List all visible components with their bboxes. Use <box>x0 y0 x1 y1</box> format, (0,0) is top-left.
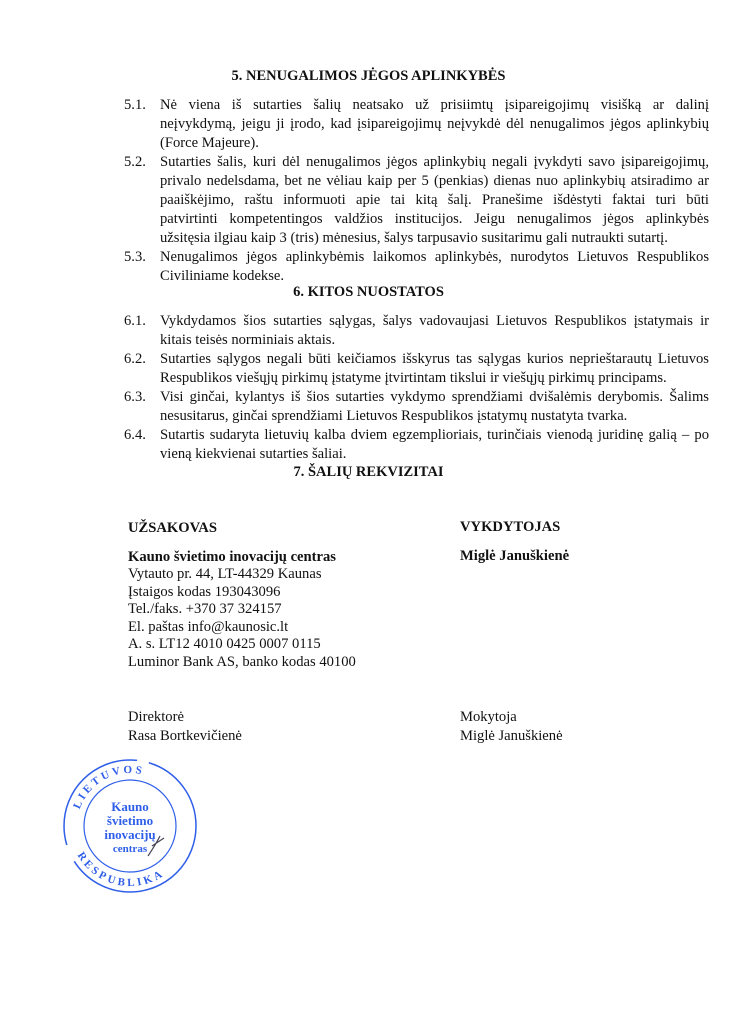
clause-6-2 <box>124 350 709 388</box>
section-6 <box>124 312 709 464</box>
clause-line: neįvykdymą, jeigu ji įrodo, kad įsipareigojimų neįvykdė dėl nenugalimos jėgos aplinkybių <box>160 116 709 132</box>
clause-line: kitais teisės norminiais aktais. <box>160 332 336 348</box>
clause-line: paaiškėjimo, raštu informuoti apie tai kitą šalį. Pranešime išdėstyti faktai turi būti <box>160 192 709 208</box>
clause-line: Vykdydamos šios sutarties sąlygas, šalys vadovaujasi Lietuvos Respublikos įstatymais ir <box>160 313 709 329</box>
customer-signer: Rasa Bortkevičienė <box>128 728 242 744</box>
customer-heading: UŽSAKOVAS <box>128 520 217 536</box>
stamp-center-text: inovacijų <box>104 827 156 842</box>
customer-block <box>128 520 356 671</box>
clause-line: Nenugalimos jėgos aplinkybėmis laikomos aplinkybės, nurodytos Lietuvos Respublikos <box>160 249 709 265</box>
clause-number: 5.2. <box>124 154 146 170</box>
clause-line: privalo nedelsdama, bet ne vėliau kaip per 5 (penkias) dienas nuo aplinkybių atsiradimo ar <box>160 173 709 189</box>
customer-name: Kauno švietimo inovacijų centras <box>128 548 336 565</box>
clause-line: (Force Majeure). <box>160 135 259 151</box>
contractor-heading: VYKDYTOJAS <box>460 519 561 535</box>
stamp-center-text: švietimo <box>106 813 154 828</box>
contractor-block <box>460 519 569 565</box>
contractor-signature <box>460 708 563 746</box>
clause-line: Sutartis sudaryta lietuvių kalba dviem egzemplioriais, turinčiais vienodą juridinę galią – po <box>160 427 709 443</box>
clause-line: Sutarties sąlygos negali būti keičiamos išskyrus tas sąlygas kurios neprieštarautų Lietuvos <box>160 351 709 367</box>
section-7-title: 7. ŠALIŲ REKVIZITAI <box>293 464 444 480</box>
clause-line: Visi ginčai, kylantys iš šios sutarties vykdymo sprendžiami dvišalėmis derybomis. Šalims <box>160 389 709 405</box>
stamp-center-text: Kauno <box>111 799 149 814</box>
section-5 <box>124 96 709 286</box>
contractor-signer: Miglė Januškienė <box>460 728 563 744</box>
stamp-center-text: centras <box>112 843 148 855</box>
clause-line: Civiliniame kodekse. <box>160 268 285 284</box>
clause-5-1 <box>124 96 709 153</box>
section-5-title: 5. NENUGALIMOS JĖGOS APLINKYBĖS <box>231 68 506 84</box>
clause-line: Respublikos viešųjų pirkimų įstatyme įtvirtintam tikslui ir viešųjų pirkimų principams. <box>160 370 667 386</box>
clause-6-1 <box>124 312 709 350</box>
section-6-title: 6. KITOS NUOSTATOS <box>293 284 444 300</box>
clause-line: Sutarties šalis, kuri dėl nenugalimos jėgos aplinkybių negali įvykdyti savo įsipareigojimų, <box>160 154 709 170</box>
clause-line: Nė viena iš sutarties šalių neatsako už prisiimtų įsipareigojimų visišką ar dalinį <box>160 97 709 113</box>
clause-number: 6.4. <box>124 427 146 443</box>
stamp-top-text: LIETUVOS <box>71 763 146 811</box>
customer-detail-line: Vytauto pr. 44, LT-44329 Kaunas <box>128 566 322 582</box>
clause-number: 6.1. <box>124 313 146 329</box>
clause-number: 5.3. <box>124 249 146 265</box>
clause-line: nesusitarus, ginčai sprendžiami Lietuvos Respublikos įstatymų nustatyta tvarka. <box>160 408 628 424</box>
svg-text:RESPUBLIKA <box>75 850 167 889</box>
clause-5-2 <box>124 153 709 248</box>
clause-number: 5.1. <box>124 97 146 113</box>
contractor-role: Mokytoja <box>460 709 517 725</box>
customer-signature <box>128 708 242 746</box>
customer-details <box>128 566 356 671</box>
clause-number: 6.2. <box>124 351 146 367</box>
customer-role: Direktorė <box>128 709 184 725</box>
customer-detail-line: Luminor Bank AS, banko kodas 40100 <box>128 653 356 670</box>
clause-6-4 <box>124 426 709 464</box>
clause-6-3 <box>124 388 709 426</box>
contractor-name: Miglė Januškienė <box>460 547 570 564</box>
clause-line: patvirtinti kompetentingos valdžios institucijos. Jeigu nenugalimos jėgos aplinkybės <box>160 211 709 227</box>
official-stamp <box>60 756 200 901</box>
clause-line: užsitęsia ilgiau kaip 3 (tris) mėnesius, šalys tarpusavio susitarimu gali nutraukti sutartį. <box>160 230 668 246</box>
customer-detail-line: Tel./faks. +370 37 324157 <box>128 601 282 617</box>
stamp-bottom-text: RESPUBLIKA <box>74 850 167 890</box>
clause-5-3 <box>124 248 709 286</box>
clause-line: vieną kiekvienai sutarties šaliai. <box>160 446 347 462</box>
customer-detail-line: A. s. LT12 4010 0425 0007 0115 <box>128 636 321 652</box>
clause-number: 6.3. <box>124 389 146 405</box>
customer-detail-line: El. paštas info@kaunosic.lt <box>128 618 289 635</box>
customer-detail-line: Įstaigos kodas 193043096 <box>128 583 281 600</box>
